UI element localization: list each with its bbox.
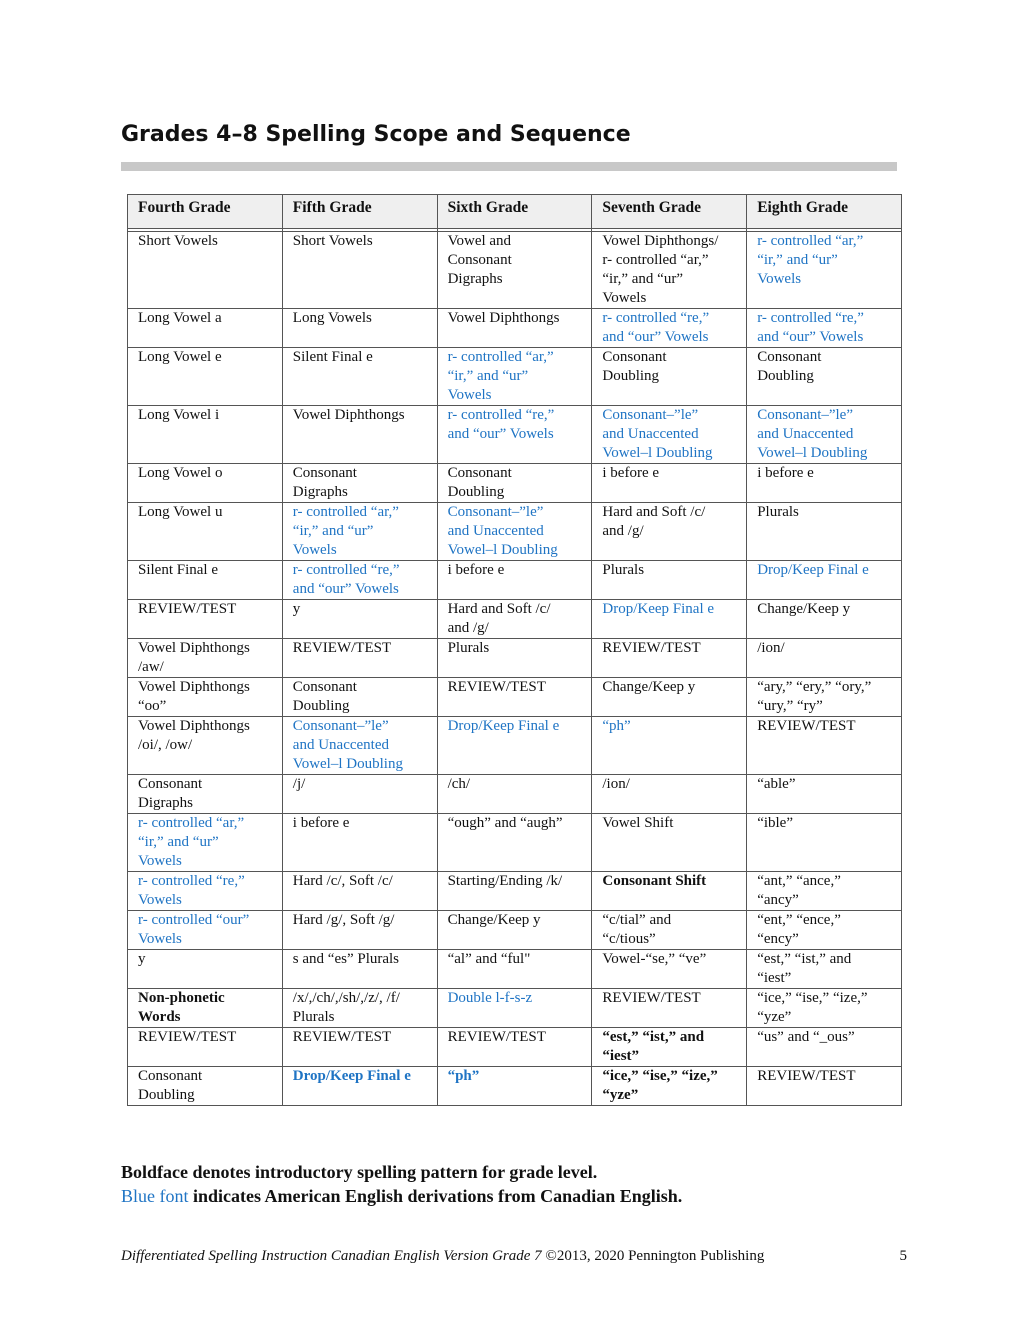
cell-text: Long Vowel e <box>138 349 222 365</box>
title-underline-bar <box>121 162 897 171</box>
cell-text: Vowel Diphthongs <box>447 310 560 326</box>
table-cell <box>437 348 592 406</box>
table-cell <box>747 872 902 911</box>
cell-text: REVIEW/TEST <box>602 990 701 1006</box>
table-cell <box>592 1028 747 1067</box>
cell-text: “ough” and “augh” <box>447 815 563 831</box>
cell-text: /ion/ <box>602 776 630 792</box>
cell-text: REVIEW/TEST <box>292 640 392 656</box>
cell-text: “est,” “ist,” and “iest” <box>602 1029 705 1064</box>
cell-text: Vowel Diphthongs “oo” <box>138 679 250 714</box>
table-row <box>128 775 902 814</box>
cell-text: Hard and Soft /c/ and /g/ <box>447 601 551 636</box>
table-cell <box>592 950 747 989</box>
table-row <box>128 678 902 717</box>
table-cell <box>437 1028 592 1067</box>
table-cell <box>747 950 902 989</box>
table-row <box>128 348 902 406</box>
table-row <box>128 1028 902 1067</box>
cell-text: Short Vowels <box>138 233 218 249</box>
cell-text: REVIEW/TEST <box>757 718 856 734</box>
cell-text: “c/tial” and “c/tious” <box>602 912 672 947</box>
table-cell <box>128 503 283 561</box>
table-row <box>128 911 902 950</box>
cell-text: Vowel Shift <box>602 815 674 831</box>
cell-text: Consonant Doubling <box>292 679 357 714</box>
cell-text: Double l-f-s-z <box>447 990 533 1006</box>
table-cell <box>282 1028 437 1067</box>
legend-boldface-note: Boldface denotes introductory spelling pattern for grade level. <box>121 1162 598 1182</box>
cell-text: Non-phonetic Words <box>138 990 225 1025</box>
cell-text: y <box>138 951 146 967</box>
table-cell <box>128 561 283 600</box>
cell-text: Short Vowels <box>292 233 373 249</box>
cell-text: “ice,” “ise,” “ize,” “yze” <box>757 990 868 1025</box>
cell-text: REVIEW/TEST <box>447 679 546 695</box>
table-cell <box>282 464 437 503</box>
cell-text: Long Vowel o <box>138 465 223 481</box>
table-cell <box>437 232 592 309</box>
table-cell <box>282 561 437 600</box>
table-row <box>128 872 902 911</box>
table-row <box>128 989 902 1028</box>
table-cell <box>592 872 747 911</box>
table-cell <box>128 678 283 717</box>
table-cell <box>437 639 592 678</box>
table-cell <box>747 309 902 348</box>
cell-text: Consonant–”le” and Unaccented Vowel–l Doubling <box>292 718 403 772</box>
cell-text: r- controlled “re,” and “our” Vowels <box>292 562 400 597</box>
table-row <box>128 600 902 639</box>
cell-text: “ent,” “ence,” “ency” <box>757 912 841 947</box>
table-cell <box>437 950 592 989</box>
cell-text: Long Vowel u <box>138 504 223 520</box>
cell-text: Drop/Keep Final e <box>757 562 869 578</box>
table-cell <box>592 561 747 600</box>
table-row <box>128 503 902 561</box>
header-fourth-grade: Fourth Grade <box>128 195 283 229</box>
cell-text: r- controlled “re,” and “our” Vowels <box>757 310 864 345</box>
cell-text: “ph” <box>447 1068 480 1084</box>
table-cell <box>592 814 747 872</box>
cell-text: “est,” “ist,” and “iest” <box>757 951 852 986</box>
cell-text: “ible” <box>757 815 793 831</box>
table-cell <box>437 561 592 600</box>
cell-text: Consonant–”le” and Unaccented Vowel–l Doubling <box>447 504 558 558</box>
cell-text: Vowel-“se,” “ve” <box>602 951 707 967</box>
table-cell <box>128 464 283 503</box>
table-header-row <box>128 195 902 229</box>
cell-text: Hard /c/, Soft /c/ <box>292 873 393 889</box>
cell-text: r- controlled “our” Vowels <box>138 912 250 947</box>
table-cell <box>282 717 437 775</box>
table-cell <box>282 406 437 464</box>
table-cell <box>282 639 437 678</box>
cell-text: Long Vowel i <box>138 407 220 423</box>
cell-text: /j/ <box>292 776 306 792</box>
cell-text: Drop/Keep Final e <box>602 601 715 617</box>
table-cell <box>592 348 747 406</box>
table-cell <box>592 775 747 814</box>
table-row <box>128 950 902 989</box>
table-body <box>128 229 902 1106</box>
footer-copyright: ©2013, 2020 Pennington Publishing <box>545 1248 765 1264</box>
cell-text: Silent Final e <box>292 349 373 365</box>
cell-text: r- controlled “re,” and “our” Vowels <box>447 407 555 442</box>
table-cell <box>747 639 902 678</box>
cell-text: r- controlled “re,” Vowels <box>138 873 245 908</box>
table-row <box>128 1067 902 1106</box>
cell-text: “ice,” “ise,” “ize,” “yze” <box>602 1068 718 1103</box>
legend <box>121 1160 682 1208</box>
table-cell <box>282 989 437 1028</box>
table-cell <box>747 989 902 1028</box>
cell-text: REVIEW/TEST <box>292 1029 392 1045</box>
cell-text: Vowel Diphthongs /oi/, /ow/ <box>138 718 250 753</box>
table-cell <box>747 464 902 503</box>
cell-text: Consonant–”le” and Unaccented Vowel–l Doubling <box>757 407 868 461</box>
cell-text: i before e <box>292 815 350 831</box>
cell-text: Plurals <box>447 640 490 656</box>
table-cell <box>592 1067 747 1106</box>
table-cell <box>747 814 902 872</box>
table-cell <box>128 717 283 775</box>
table-cell <box>592 600 747 639</box>
table-cell <box>128 600 283 639</box>
table-row <box>128 309 902 348</box>
table-cell <box>437 989 592 1028</box>
table-row <box>128 814 902 872</box>
table-cell <box>747 911 902 950</box>
cell-text: REVIEW/TEST <box>602 640 701 656</box>
cell-text: /x/,/ch/,/sh/,/z/, /f/ Plurals <box>292 990 400 1025</box>
table-cell <box>592 464 747 503</box>
table-row <box>128 232 902 309</box>
cell-text: /ion/ <box>757 640 785 656</box>
table-cell <box>282 1067 437 1106</box>
cell-text: Change/Keep y <box>602 679 696 695</box>
cell-text: Vowel and Consonant Digraphs <box>447 233 512 287</box>
cell-text: Change/Keep y <box>447 912 541 928</box>
cell-text: Long Vowel a <box>138 310 222 326</box>
cell-text: Consonant Doubling <box>602 349 667 384</box>
table-cell <box>747 717 902 775</box>
table-cell <box>747 348 902 406</box>
cell-text: r- controlled “ar,” “ir,” and “ur” Vowels <box>138 815 245 869</box>
table-cell <box>747 600 902 639</box>
cell-text: Consonant Shift <box>602 873 707 889</box>
table-row <box>128 639 902 678</box>
cell-text: Vowel Diphthongs <box>292 407 405 423</box>
table-cell <box>282 911 437 950</box>
table-cell <box>747 232 902 309</box>
table-cell <box>282 503 437 561</box>
cell-text: “al” and “ful" <box>447 951 531 967</box>
table-cell <box>747 775 902 814</box>
cell-text: REVIEW/TEST <box>447 1029 546 1045</box>
table-row <box>128 561 902 600</box>
table-cell <box>592 989 747 1028</box>
table-row <box>128 406 902 464</box>
table-cell <box>592 717 747 775</box>
table-cell <box>282 950 437 989</box>
table-cell <box>128 1028 283 1067</box>
cell-text: s and “es” Plurals <box>292 951 400 967</box>
table-cell <box>128 309 283 348</box>
table-cell <box>128 911 283 950</box>
table-cell <box>128 1067 283 1106</box>
table-cell <box>747 503 902 561</box>
table-cell <box>437 911 592 950</box>
table-cell <box>437 503 592 561</box>
table-row <box>128 464 902 503</box>
cell-text: y <box>292 601 301 617</box>
cell-text: Consonant Digraphs <box>138 776 203 811</box>
table-cell <box>592 639 747 678</box>
table-cell <box>128 950 283 989</box>
table-cell <box>282 600 437 639</box>
cell-text: Plurals <box>602 562 645 578</box>
legend-blue-note <box>121 1184 682 1208</box>
cell-text: Consonant Doubling <box>138 1068 203 1103</box>
table-cell <box>437 814 592 872</box>
table-cell <box>437 872 592 911</box>
table-cell <box>437 775 592 814</box>
table-cell <box>437 600 592 639</box>
table-cell <box>282 775 437 814</box>
table-cell <box>437 406 592 464</box>
table-cell <box>282 348 437 406</box>
table-cell <box>747 1028 902 1067</box>
table-cell <box>592 309 747 348</box>
cell-text: Change/Keep y <box>757 601 851 617</box>
footer-book-title: Differentiated Spelling Instruction Canadian English Version Grade 7 <box>121 1248 546 1264</box>
table-cell <box>282 232 437 309</box>
table-cell <box>437 1067 592 1106</box>
header-sixth-grade: Sixth Grade <box>437 195 592 229</box>
cell-text: Vowel Diphthongs/ r- controlled “ar,” “ir,” and “ur” Vowels <box>602 233 719 306</box>
scope-sequence-table <box>127 194 902 1106</box>
table-cell <box>282 678 437 717</box>
cell-text: r- controlled “re,” and “our” Vowels <box>602 310 710 345</box>
table-cell <box>592 232 747 309</box>
cell-text: i before e <box>447 562 505 578</box>
table-cell <box>282 872 437 911</box>
cell-text: r- controlled “ar,” “ir,” and “ur” Vowels <box>292 504 399 558</box>
cell-text: REVIEW/TEST <box>138 1029 237 1045</box>
cell-text: Consonant–”le” and Unaccented Vowel–l Doubling <box>602 407 713 461</box>
table-cell <box>747 406 902 464</box>
header-eighth-grade: Eighth Grade <box>747 195 902 229</box>
page-footer <box>121 1248 907 1265</box>
table-cell <box>128 639 283 678</box>
cell-text: Long Vowels <box>292 310 372 326</box>
cell-text: “ph” <box>602 718 631 734</box>
cell-text: REVIEW/TEST <box>138 601 237 617</box>
table-cell <box>128 872 283 911</box>
table-cell <box>128 406 283 464</box>
table-cell <box>128 814 283 872</box>
cell-text: /ch/ <box>447 776 471 792</box>
cell-text: Vowel Diphthongs /aw/ <box>138 640 250 675</box>
cell-text: Drop/Keep Final e <box>292 1068 411 1084</box>
cell-text: Starting/Ending /k/ <box>447 873 563 889</box>
cell-text: Consonant Doubling <box>447 465 512 500</box>
cell-text: “able” <box>757 776 796 792</box>
cell-text: i before e <box>757 465 814 481</box>
cell-text: Consonant Digraphs <box>292 465 357 500</box>
cell-text: “ant,” “ance,” “ancy” <box>757 873 841 908</box>
page-title: Grades 4–8 Spelling Scope and Sequence <box>121 122 631 147</box>
table-cell <box>128 775 283 814</box>
table-cell <box>282 309 437 348</box>
cell-text: “us” and “_ous” <box>757 1029 855 1045</box>
legend-blue-note-text: indicates American English derivations from Canadian English. <box>188 1186 683 1206</box>
table-cell <box>747 1067 902 1106</box>
cell-text: Hard /g/, Soft /g/ <box>292 912 395 928</box>
cell-text: Plurals <box>757 504 799 520</box>
table-cell <box>592 678 747 717</box>
cell-text: i before e <box>602 465 660 481</box>
table-cell <box>437 464 592 503</box>
table-cell <box>592 911 747 950</box>
cell-text: Drop/Keep Final e <box>447 718 560 734</box>
cell-text: Silent Final e <box>138 562 218 578</box>
table-cell <box>437 717 592 775</box>
table-cell <box>128 348 283 406</box>
cell-text: r- controlled “ar,” “ir,” and “ur” Vowels <box>447 349 554 403</box>
cell-text: REVIEW/TEST <box>757 1068 856 1084</box>
table-cell <box>128 989 283 1028</box>
table-cell <box>747 678 902 717</box>
table-row <box>128 717 902 775</box>
table-cell <box>592 406 747 464</box>
cell-text: “ary,” “ery,” “ory,” “ury,” “ry” <box>757 679 872 714</box>
page-number: 5 <box>899 1248 907 1264</box>
table-cell <box>747 561 902 600</box>
cell-text: Hard and Soft /c/ and /g/ <box>602 504 706 539</box>
table-cell <box>437 309 592 348</box>
legend-blue-font-label: Blue font <box>121 1186 189 1206</box>
header-fifth-grade: Fifth Grade <box>282 195 437 229</box>
table-cell <box>128 232 283 309</box>
table-cell <box>592 503 747 561</box>
table-cell <box>437 678 592 717</box>
table-cell <box>282 814 437 872</box>
header-seventh-grade: Seventh Grade <box>592 195 747 229</box>
cell-text: Consonant Doubling <box>757 349 822 384</box>
cell-text: r- controlled “ar,” “ir,” and “ur” Vowels <box>757 233 864 287</box>
